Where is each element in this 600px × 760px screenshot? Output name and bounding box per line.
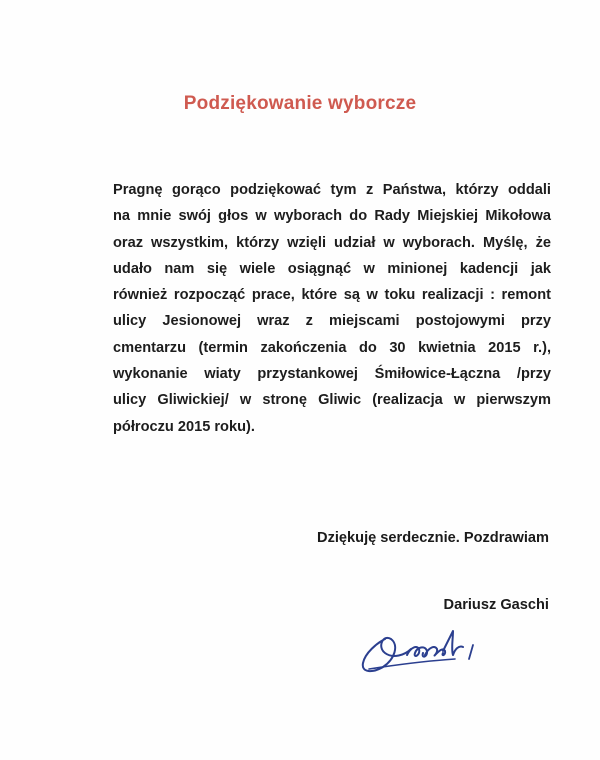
body-line: oraz wszystkim, którzy wzięli udział w wyborach. Myślę, że — [113, 234, 551, 251]
body-line: cmentarzu (termin zakończenia do 30 kwietnia 2015 r.), — [113, 339, 551, 356]
signature-icon — [355, 625, 505, 680]
body-line: Pragnę gorąco podziękować tym z Państwa, którzy oddali — [113, 182, 551, 198]
body-line: ulicy Gliwickiej/ w stronę Gliwic (realizacja w pierwszym — [113, 392, 551, 409]
body-line: ulicy Jesionowej wraz z miejscami postojowymi przy — [113, 313, 551, 330]
body-line: również rozpocząć prace, które są w toku realizacji : remont — [113, 287, 551, 304]
body-line: na mnie swój głos w wyborach do Rady Miejskiej Mikołowa — [113, 208, 551, 225]
closing-greeting: Dziękuję serdecznie. Pozdrawiam — [317, 530, 549, 546]
body-line: udało nam się wiele osiągnąć w minionej kadencji jak — [113, 260, 551, 277]
body-line-last: półroczu 2015 roku). — [113, 418, 255, 435]
author-name: Dariusz Gaschi — [443, 597, 549, 613]
body-line: wykonanie wiaty przystankowej Śmiłowice-Łączna /przy — [113, 366, 551, 383]
letter-title: Podziękowanie wyborcze — [183, 93, 417, 114]
letter-body — [113, 177, 551, 440]
